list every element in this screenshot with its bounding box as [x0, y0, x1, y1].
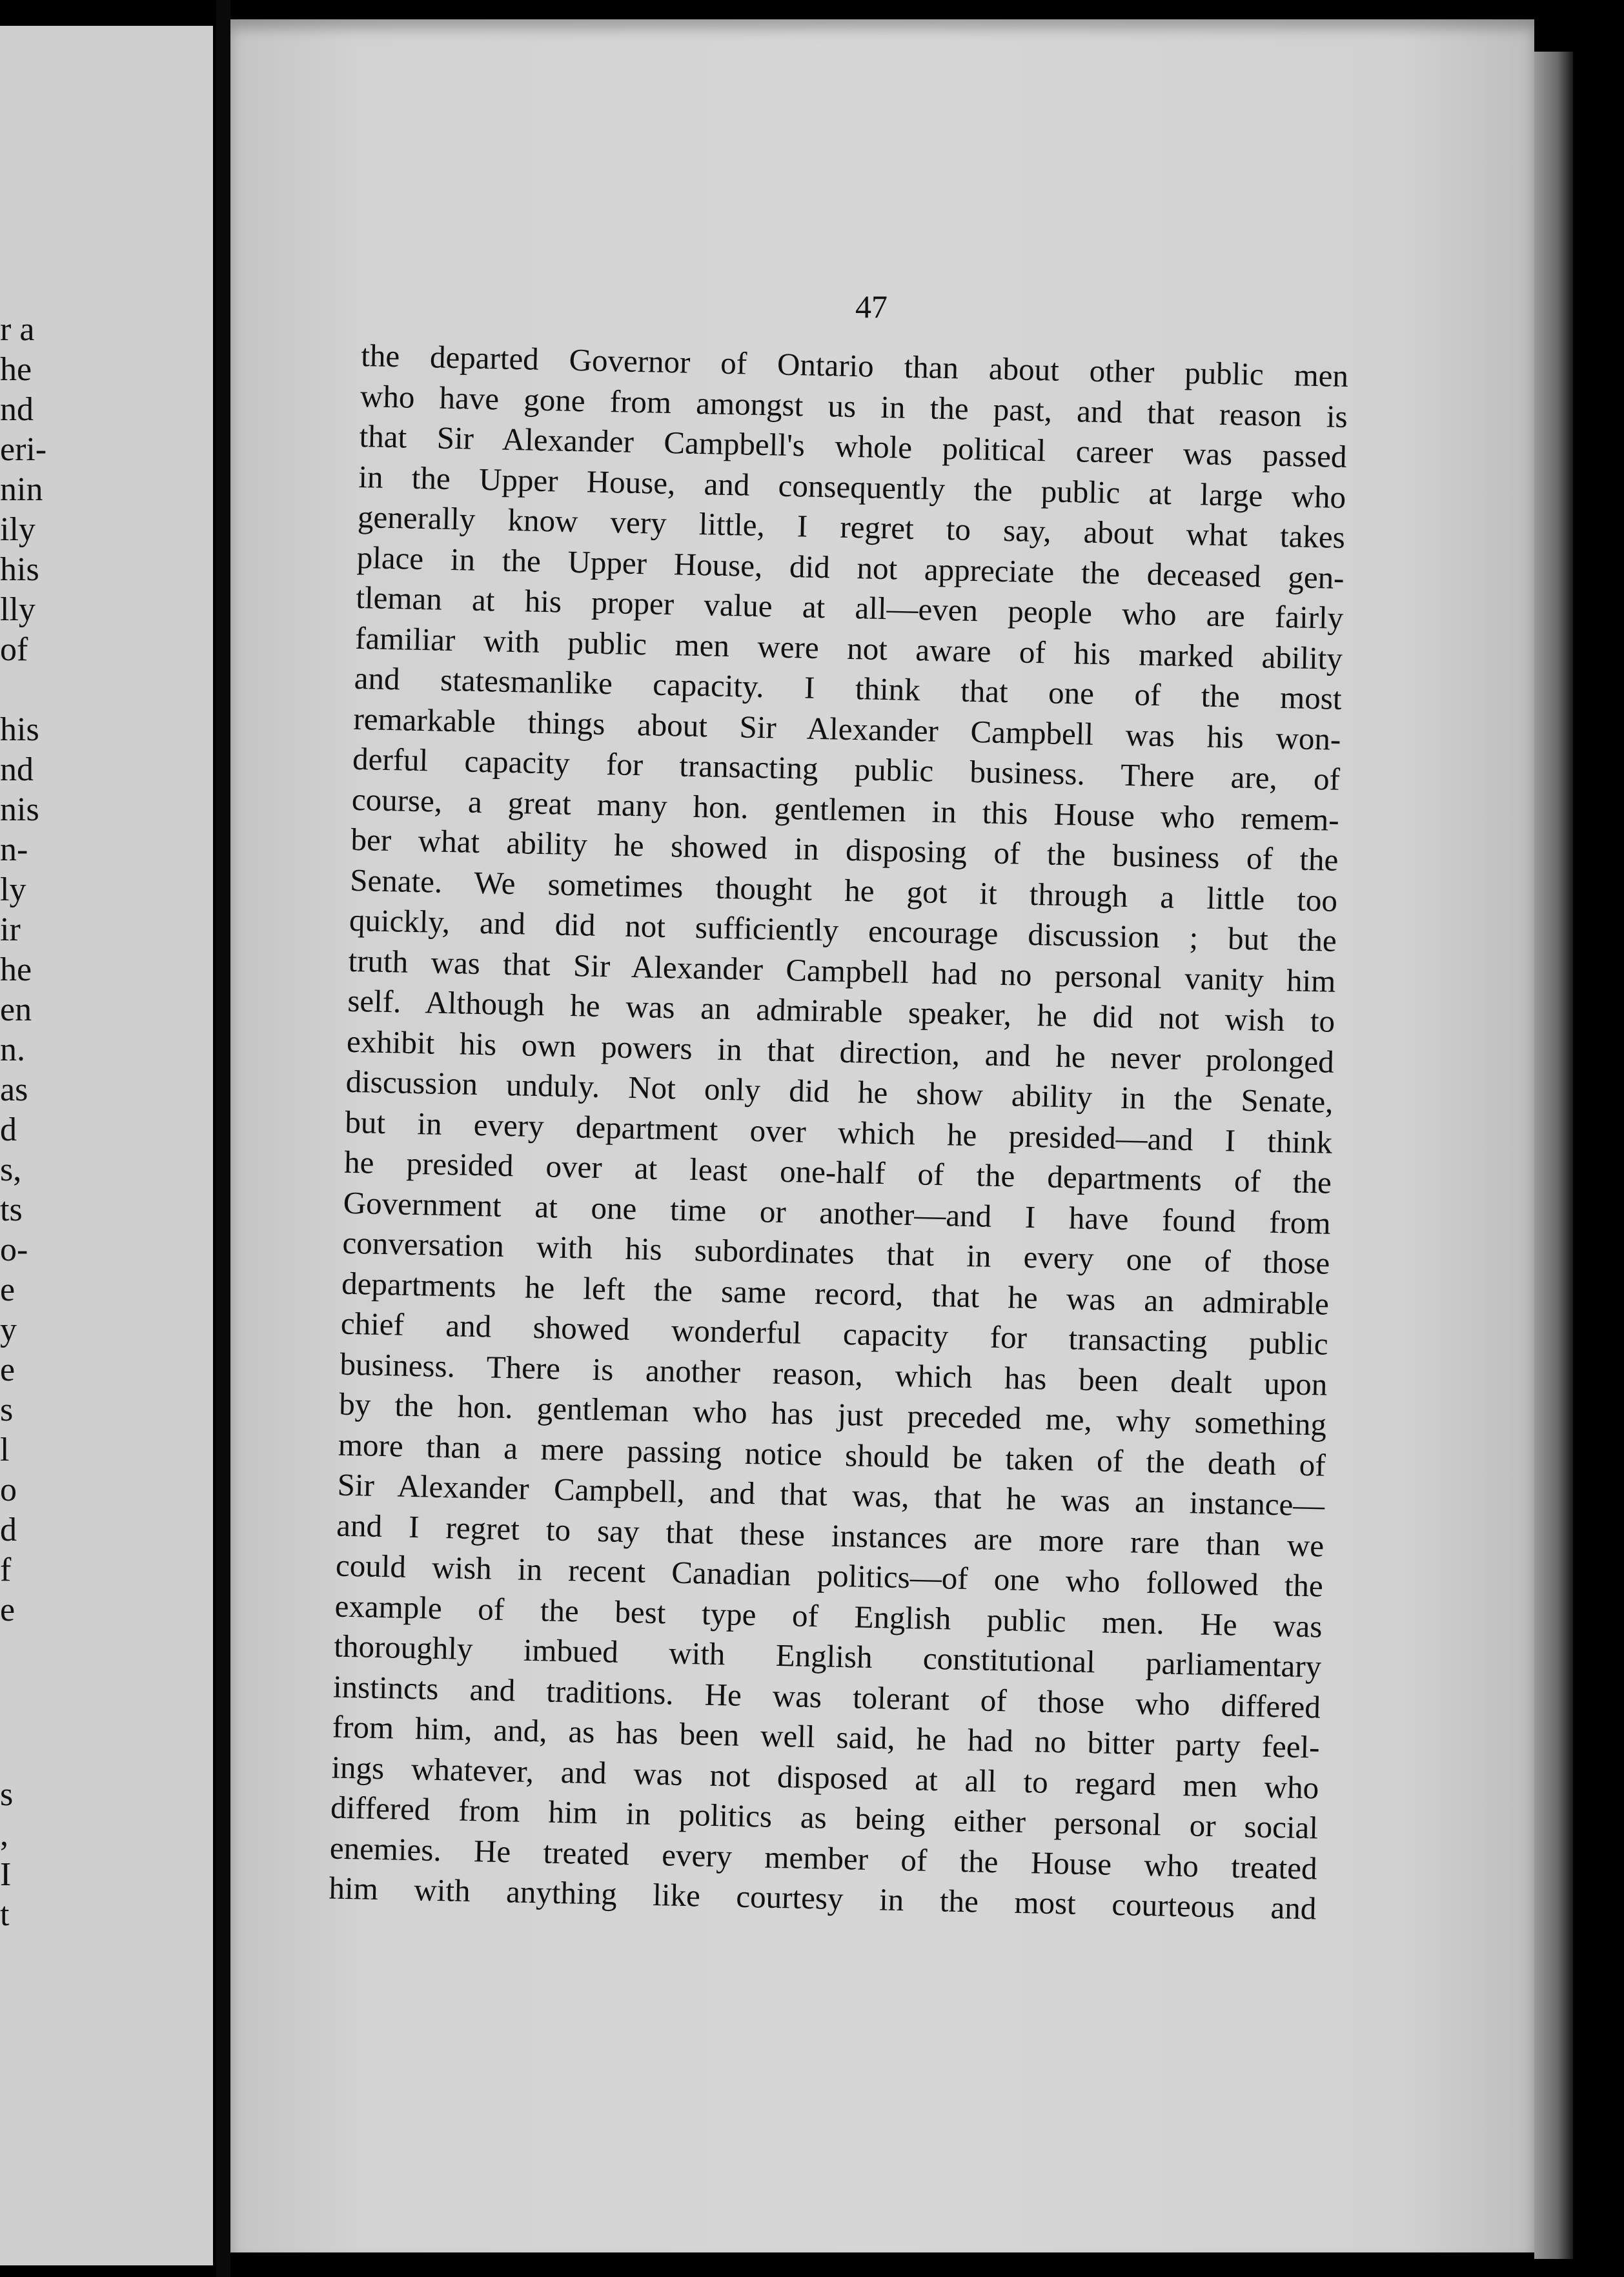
text-line: instincts and traditions. He was tolerant of those who differed	[332, 1668, 1321, 1725]
fragment-line: s,	[0, 1151, 22, 1188]
fragment-line: n-	[0, 831, 28, 868]
fragment-line: s	[0, 1392, 14, 1428]
text-line: from him, and, as has been well said, he had no bitter party feel-	[332, 1708, 1321, 1765]
fragment-line: he	[0, 951, 32, 988]
text-line: more than a mere passing notice should be taken of the death of	[338, 1426, 1326, 1483]
text-line: the departed Governor of Ontario than about other public men	[360, 337, 1349, 394]
fragment-line: ily	[0, 511, 36, 548]
text-line: could wish in recent Canadian politics—of one who followed the	[335, 1547, 1324, 1604]
fragment-line: o-	[0, 1231, 28, 1268]
text-line: but in every department over which he presided—and I think	[344, 1104, 1333, 1160]
page-body-text	[329, 336, 1349, 1929]
text-line: that Sir Alexander Campbell's whole political career was passed	[359, 418, 1347, 475]
text-line: and I regret to say that these instances are more rare than we	[336, 1507, 1325, 1564]
text-line: who have gone from amongst us in the past, and that reason is	[360, 378, 1348, 434]
text-line: conversation with his subordinates that in every one of those	[341, 1224, 1330, 1281]
fragment-line: nd	[0, 391, 34, 428]
fragment-line: t	[0, 1896, 10, 1933]
fragment-line: as	[0, 1071, 28, 1108]
fragment-line: eri-	[0, 431, 47, 468]
fragment-line: f	[0, 1552, 12, 1588]
text-line: Senate. We sometimes thought he got it through a little too	[349, 862, 1338, 918]
fragment-line: his	[0, 551, 39, 588]
fragment-line: n.	[0, 1031, 25, 1068]
fragment-line: s	[0, 1776, 14, 1813]
fragment-line: o	[0, 1472, 17, 1508]
fragment-line: his	[0, 711, 39, 748]
text-line: business. There is another reason, which has been dealt upon	[340, 1346, 1328, 1402]
text-line: chief and showed wonderful capacity for transacting public	[340, 1305, 1329, 1362]
text-line: by the hon. gentleman who has just preceded me, why something	[338, 1386, 1327, 1442]
fragment-line: nis	[0, 791, 39, 828]
text-line: tleman at his proper value at all—even people who are fairly	[355, 579, 1344, 636]
text-line: departments he left the same record, that he was an admirable	[341, 1265, 1330, 1322]
text-line: derful capacity for transacting public business. There are, of	[352, 740, 1341, 797]
text-line: generally know very little, I regret to say, about what takes	[357, 498, 1346, 555]
text-line: differed from him in politics as being either personal or social	[330, 1789, 1319, 1846]
fragment-line: I	[0, 1856, 12, 1893]
fragment-line: l	[0, 1432, 10, 1468]
fragment-line: lly	[0, 591, 36, 628]
book-gutter	[216, 0, 230, 2277]
fragment-line: he	[0, 351, 32, 388]
text-line: exhibit his own powers in that direction, and he never prolonged	[346, 1023, 1335, 1080]
text-line: and statesmanlike capacity. I think that one of the most	[354, 660, 1343, 716]
text-line: truth was that Sir Alexander Campbell had no personal vanity him	[348, 942, 1336, 999]
text-line: ings whatever, and was not disposed at all to regard men who	[330, 1749, 1319, 1806]
fragment-line: nd	[0, 751, 34, 788]
fragment-line: e	[0, 1271, 15, 1308]
text-line: ber what ability he showed in disposing of the business of the	[350, 821, 1339, 878]
text-line: course, a great many hon. gentlemen in this House who remem-	[351, 781, 1340, 838]
page-number: 47	[855, 288, 888, 325]
fragment-line: nin	[0, 471, 43, 508]
fragment-line: ir	[0, 911, 21, 948]
text-line: example of the best type of English public men. He was	[334, 1588, 1323, 1644]
text-line: quickly, and did not sufficiently encourage discussion ; but the	[349, 902, 1337, 958]
text-line: discussion unduly. Not only did he show ability in the Senate,	[345, 1063, 1334, 1120]
text-line: place in the Upper House, did not appreciate the deceased gen-	[356, 539, 1345, 596]
fragment-line: of	[0, 631, 28, 668]
fragment-line: y	[0, 1311, 17, 1348]
fragment-line: d	[0, 1111, 17, 1148]
text-line: remarkable things about Sir Alexander Campbell was his won-	[353, 700, 1341, 757]
text-line: Sir Alexander Campbell, and that was, that he was an instance—	[337, 1466, 1325, 1523]
fragment-line: d	[0, 1512, 17, 1548]
page-edge-shadow	[1534, 52, 1573, 2259]
text-line: thoroughly imbued with English constitutional parliamentary	[333, 1628, 1322, 1685]
fragment-line: en	[0, 991, 32, 1028]
fragment-line: ,	[0, 1816, 8, 1853]
fragment-line: r a	[0, 311, 35, 348]
text-line: familiar with public men were not aware of his marked ability	[354, 620, 1343, 676]
fragment-line: e	[0, 1592, 15, 1628]
fragment-line: e	[0, 1351, 15, 1388]
text-line: self. Although he was an admirable speaker, he did not wish to	[347, 982, 1335, 1039]
fragment-line: ly	[0, 871, 26, 908]
fragment-line: ts	[0, 1191, 23, 1228]
text-line: Government at one time or another—and I have found from	[343, 1184, 1332, 1241]
text-line: he presided over at least one-half of the departments of the	[343, 1144, 1332, 1200]
text-line: him with anything like courtesy in the most courteous and	[329, 1870, 1317, 1927]
text-line: in the Upper House, and consequently the public at large who	[358, 458, 1346, 515]
text-line: enemies. He treated every member of the House who treated	[329, 1829, 1318, 1887]
previous-page	[0, 26, 213, 2265]
